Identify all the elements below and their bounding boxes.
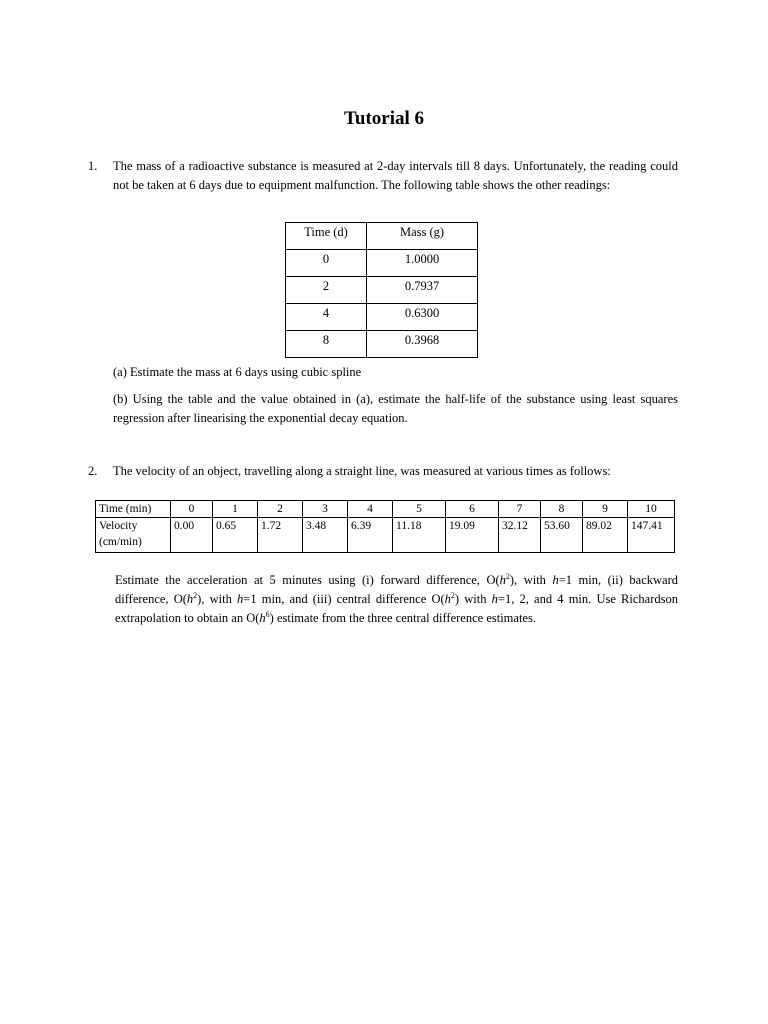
question-2-text: The velocity of an object, travelling along a straight line, was measured at various times as follows: [113,464,611,478]
table-cell: 5 [393,501,446,518]
table-cell: 8 [286,331,367,358]
table-header-time: Time (d) [286,223,367,250]
exponent: 2 [193,591,198,600]
table-cell: 89.02 [583,518,628,553]
para-text: ), with [509,573,553,587]
table-row [286,331,478,358]
question-1-text: The mass of a radioactive substance is measured at 2-day intervals till 8 days. Unfortunately, the reading could not be taken at 6 days due to equipment malfunction. The following table shows the other readings: [113,159,678,192]
table-row [286,304,478,331]
table-cell: 53.60 [541,518,583,553]
table-cell: 3.48 [303,518,348,553]
table-row [286,277,478,304]
table-cell: 6.39 [348,518,393,553]
table-cell: 0 [171,501,213,518]
para-text: =1 min, (ii) backward difference, O( [115,573,678,606]
exponent: 2 [450,591,455,600]
table-cell: 19.09 [446,518,499,553]
velocity-label-line-1: Velocity [99,520,138,532]
table-cell: 8 [541,501,583,518]
table-cell: 3 [303,501,348,518]
table-row [286,250,478,277]
para-text: Estimate the acceleration at 5 minutes using (i) forward difference, O( [115,573,500,587]
table-cell: 1.72 [258,518,303,553]
table-cell: 4 [348,501,393,518]
table-cell: 2 [286,277,367,304]
table-cell: 0.6300 [367,304,478,331]
question-1 [88,157,678,195]
table-cell: 10 [628,501,675,518]
exponent: 2 [505,572,510,581]
var-h: h [552,573,559,587]
velocity-label [96,518,171,553]
exponent: 6 [265,610,270,619]
mass-table [285,222,478,358]
velocity-table [95,500,675,553]
question-2-number: 2. [88,464,98,478]
table-cell: 0 [286,250,367,277]
var-h: h [186,592,194,606]
table-cell: 1 [213,501,258,518]
para-text: ) estimate from the three central difference estimates. [269,611,536,625]
table-cell: 4 [286,304,367,331]
table-cell: 7 [499,501,541,518]
table-cell: 6 [446,501,499,518]
question-1-part-a: (a) Estimate the mass at 6 days using cubic spline [113,365,362,379]
var-h: h [499,573,506,587]
table-cell: 9 [583,501,628,518]
question-2-instructions [115,571,678,628]
para-text: =1, 2, and 4 min. Use Richardson extrapolation to obtain an O( [115,592,678,625]
table-cell: 0.3968 [367,331,478,358]
table-cell: 32.12 [499,518,541,553]
question-1-number: 1. [88,159,98,173]
para-text: ) with [454,592,492,606]
table-cell: 0.00 [171,518,213,553]
var-h: h [491,592,498,606]
question-1-part-b: (b) Using the table and the value obtained in (a), estimate the half-life of the substance using least squares regression after linearising the exponential decay equation. [113,392,678,425]
table-cell: 147.41 [628,518,675,553]
time-label: Time (min) [96,501,171,518]
para-text: ), with [197,592,238,606]
table-cell: 11.18 [393,518,446,553]
question-2 [88,462,678,481]
table-row [96,501,675,518]
table-cell: 0.65 [213,518,258,553]
table-header-mass: Mass (g) [367,223,478,250]
velocity-label-line-2: (cm/min) [99,536,142,548]
var-h: h [237,592,244,606]
table-cell: 1.0000 [367,250,478,277]
para-text: =1 min, and (iii) central difference O( [243,592,445,606]
page-title: Tutorial 6 [343,108,425,129]
var-h: h [444,592,451,606]
table-cell: 0.7937 [367,277,478,304]
var-h: h [259,611,266,625]
table-cell: 2 [258,501,303,518]
table-row [96,518,675,553]
table-row [286,223,478,250]
